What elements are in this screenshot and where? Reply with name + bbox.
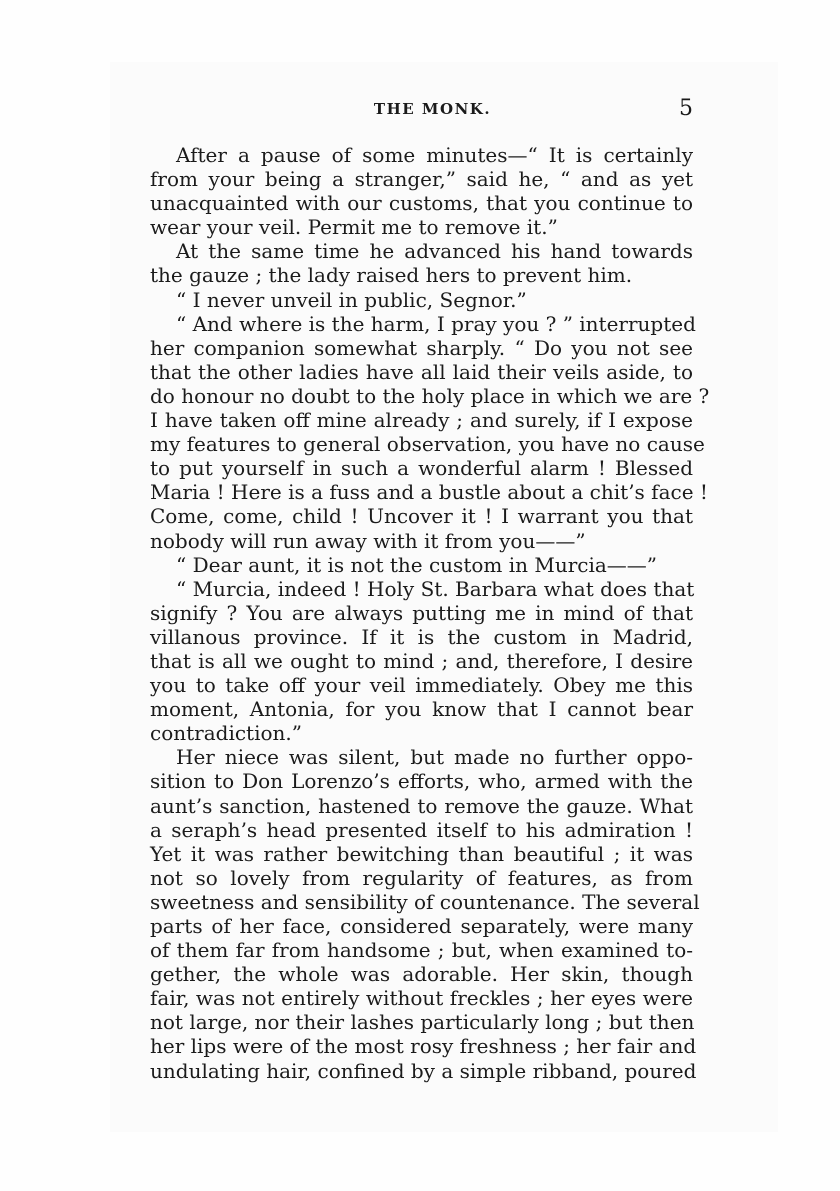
running-title: THE MONK. bbox=[373, 100, 492, 118]
page-header bbox=[172, 96, 693, 126]
text-line: moment, Antonia, for you know that I cannot bear bbox=[150, 697, 693, 722]
text-line: not so lovely from regularity of features, as from bbox=[150, 865, 693, 890]
text-line: to put yourself in such a wonderful alarm ! Blessed bbox=[150, 456, 693, 481]
text-line: At the same time he advanced his hand towards bbox=[176, 239, 693, 264]
text-line: Maria ! Here is a fuss and a bustle about a chit’s face ! bbox=[150, 480, 708, 505]
text-line: Come, come, child ! Uncover it ! I warrant you that bbox=[150, 504, 693, 529]
body-text bbox=[150, 143, 710, 1083]
text-line: do honour no doubt to the holy place in which we are ? bbox=[150, 383, 710, 408]
text-line: her companion somewhat sharply. “ Do you not see bbox=[150, 335, 693, 360]
text-line: a seraph’s head presented itself to his admiration ! bbox=[150, 817, 693, 842]
text-line: sition to Don Lorenzo’s efforts, who, armed with the bbox=[150, 769, 693, 794]
text-line: After a pause of some minutes—“ It is certainly bbox=[176, 143, 693, 167]
text-line: signify ? You are always putting me in mind of that bbox=[150, 600, 693, 625]
text-line: parts of her face, considered separately, were many bbox=[150, 914, 693, 938]
text-line: Yet it was rather bewitching than beautiful ; it was bbox=[150, 841, 693, 866]
text-line: Her niece was silent, but made no further oppo- bbox=[176, 745, 693, 770]
text-line: “ I never unveil in public, Segnor.” bbox=[176, 287, 527, 312]
text-line: of them far from handsome ; but, when examined to- bbox=[150, 938, 693, 963]
text-line: aunt’s sanction, hastened to remove the gauze. What bbox=[150, 793, 693, 818]
text-line: from your being a stranger,” said he, “ and as yet bbox=[150, 167, 693, 192]
text-line: unacquainted with our customs, that you continue to bbox=[150, 191, 693, 216]
text-line: contradiction.” bbox=[150, 721, 302, 746]
text-line: “ Murcia, indeed ! Holy St. Barbara what does that bbox=[176, 576, 695, 601]
text-line: the gauze ; the lady raised hers to prevent him. bbox=[150, 263, 633, 288]
text-line: sweetness and sensibility of countenance. The several bbox=[150, 889, 700, 914]
text-line: wear your veil. Permit me to remove it.” bbox=[150, 215, 558, 240]
text-line: her lips were of the most rosy freshness ; her fair and bbox=[150, 1034, 697, 1059]
page-number: 5 bbox=[679, 96, 693, 121]
text-line: fair, was not entirely without freckles ; her eyes were bbox=[150, 986, 693, 1011]
text-line: that is all we ought to mind ; and, therefore, I desire bbox=[150, 648, 693, 673]
text-line: my features to general observation, you have no cause bbox=[150, 432, 705, 457]
text-line: nobody will run away with it from you——” bbox=[150, 528, 586, 553]
text-line: you to take off your veil immediately. Obey me this bbox=[150, 673, 693, 698]
text-line: “ Dear aunt, it is not the custom in Murcia——” bbox=[176, 552, 658, 577]
text-line: not large, nor their lashes particularly long ; but then bbox=[150, 1010, 695, 1035]
text-line: “ And where is the harm, I pray you ? ” interrupted bbox=[176, 311, 696, 336]
text-line: gether, the whole was adorable. Her skin, though bbox=[150, 962, 693, 987]
text-line: villanous province. If it is the custom in Madrid, bbox=[150, 624, 693, 649]
text-line: undulating hair, confined by a simple ribband, poured bbox=[150, 1058, 697, 1083]
text-line: that the other ladies have all laid their veils aside, to bbox=[150, 359, 693, 384]
text-line: I have taken off mine already ; and surely, if I expose bbox=[150, 408, 693, 433]
